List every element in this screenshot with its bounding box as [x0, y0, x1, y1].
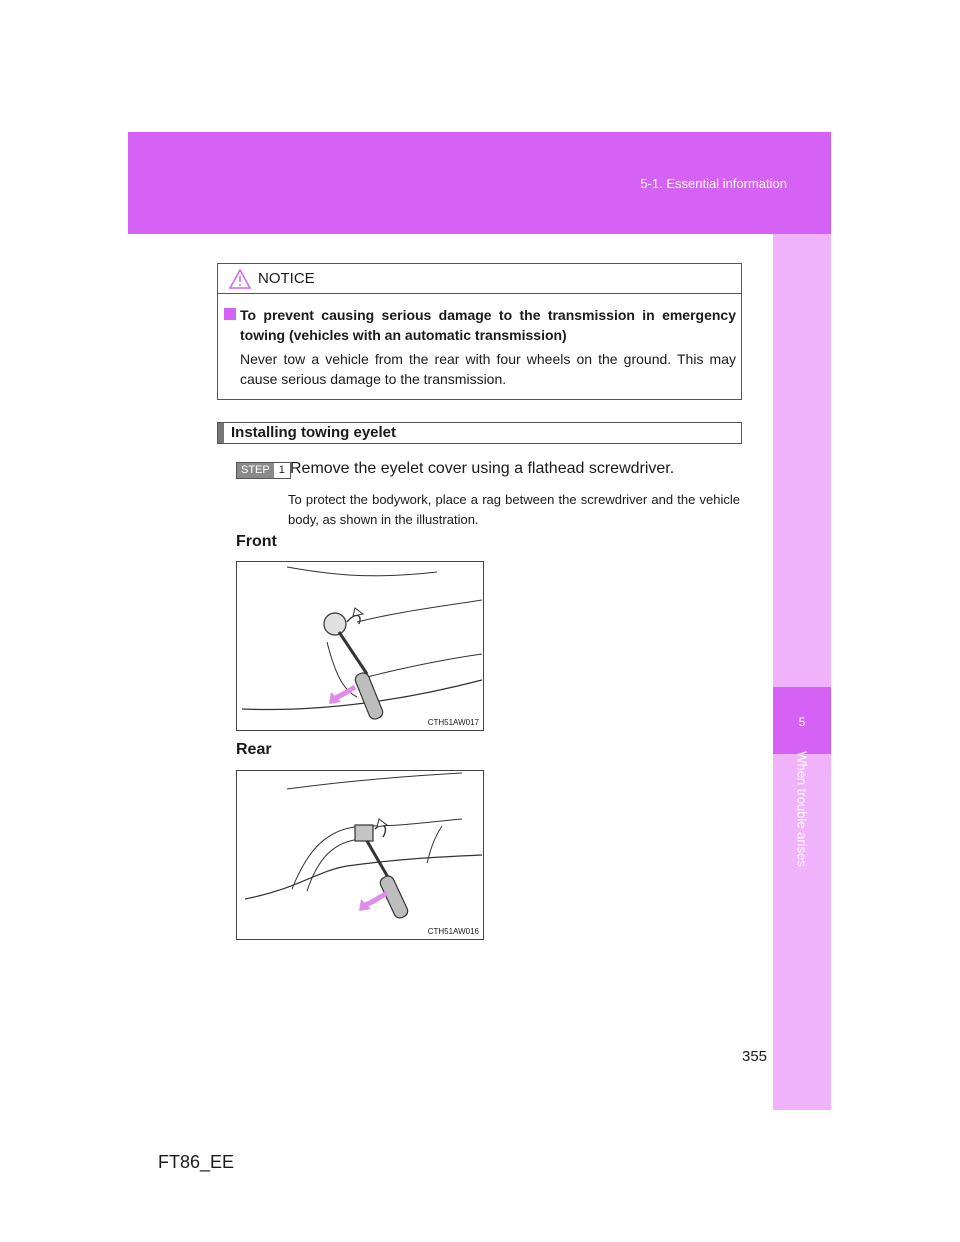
notice-header [218, 264, 741, 294]
rear-label: Rear [236, 741, 272, 758]
document-code: FT86_EE [158, 1152, 235, 1172]
front-label: Front [236, 533, 277, 550]
section-marker [218, 423, 224, 443]
step-instruction: Remove the eyelet cover using a flathead screwdriver. [290, 460, 675, 477]
chapter-number: 5 [773, 687, 831, 754]
notice-body: Never tow a vehicle from the rear with four wheels on the ground. This may cause serious damage to the transmission. [240, 351, 736, 387]
side-tab [773, 234, 831, 1110]
step-badge [236, 462, 291, 479]
notice-box [217, 263, 742, 400]
chapter-label: When trouble arises [794, 751, 810, 867]
rear-illustration-drawing [237, 771, 485, 941]
bullet-icon [224, 308, 236, 320]
page-number: 355 [742, 1048, 768, 1065]
front-figure-code: CTH51AW017 [427, 718, 479, 727]
warning-icon [229, 269, 251, 289]
section-breadcrumb: 5-1. Essential information [640, 176, 787, 191]
section-heading-bar [217, 422, 742, 444]
notice-title: NOTICE [258, 270, 315, 287]
header-band [128, 132, 831, 234]
rear-figure-code: CTH51AW016 [427, 927, 479, 936]
step-note: To protect the bodywork, place a rag between the screwdriver and the vehicle body, as shown in the illustration. [288, 492, 740, 527]
notice-heading: To prevent causing serious damage to the transmission in emergency towing (vehicles with an automatic transmission) [240, 307, 736, 343]
front-illustration [236, 561, 484, 731]
section-title: Installing towing eyelet [231, 424, 397, 441]
rear-illustration [236, 770, 484, 940]
front-illustration-drawing [237, 562, 485, 732]
step-number: 1 [274, 463, 290, 478]
step-label: STEP [237, 463, 274, 478]
